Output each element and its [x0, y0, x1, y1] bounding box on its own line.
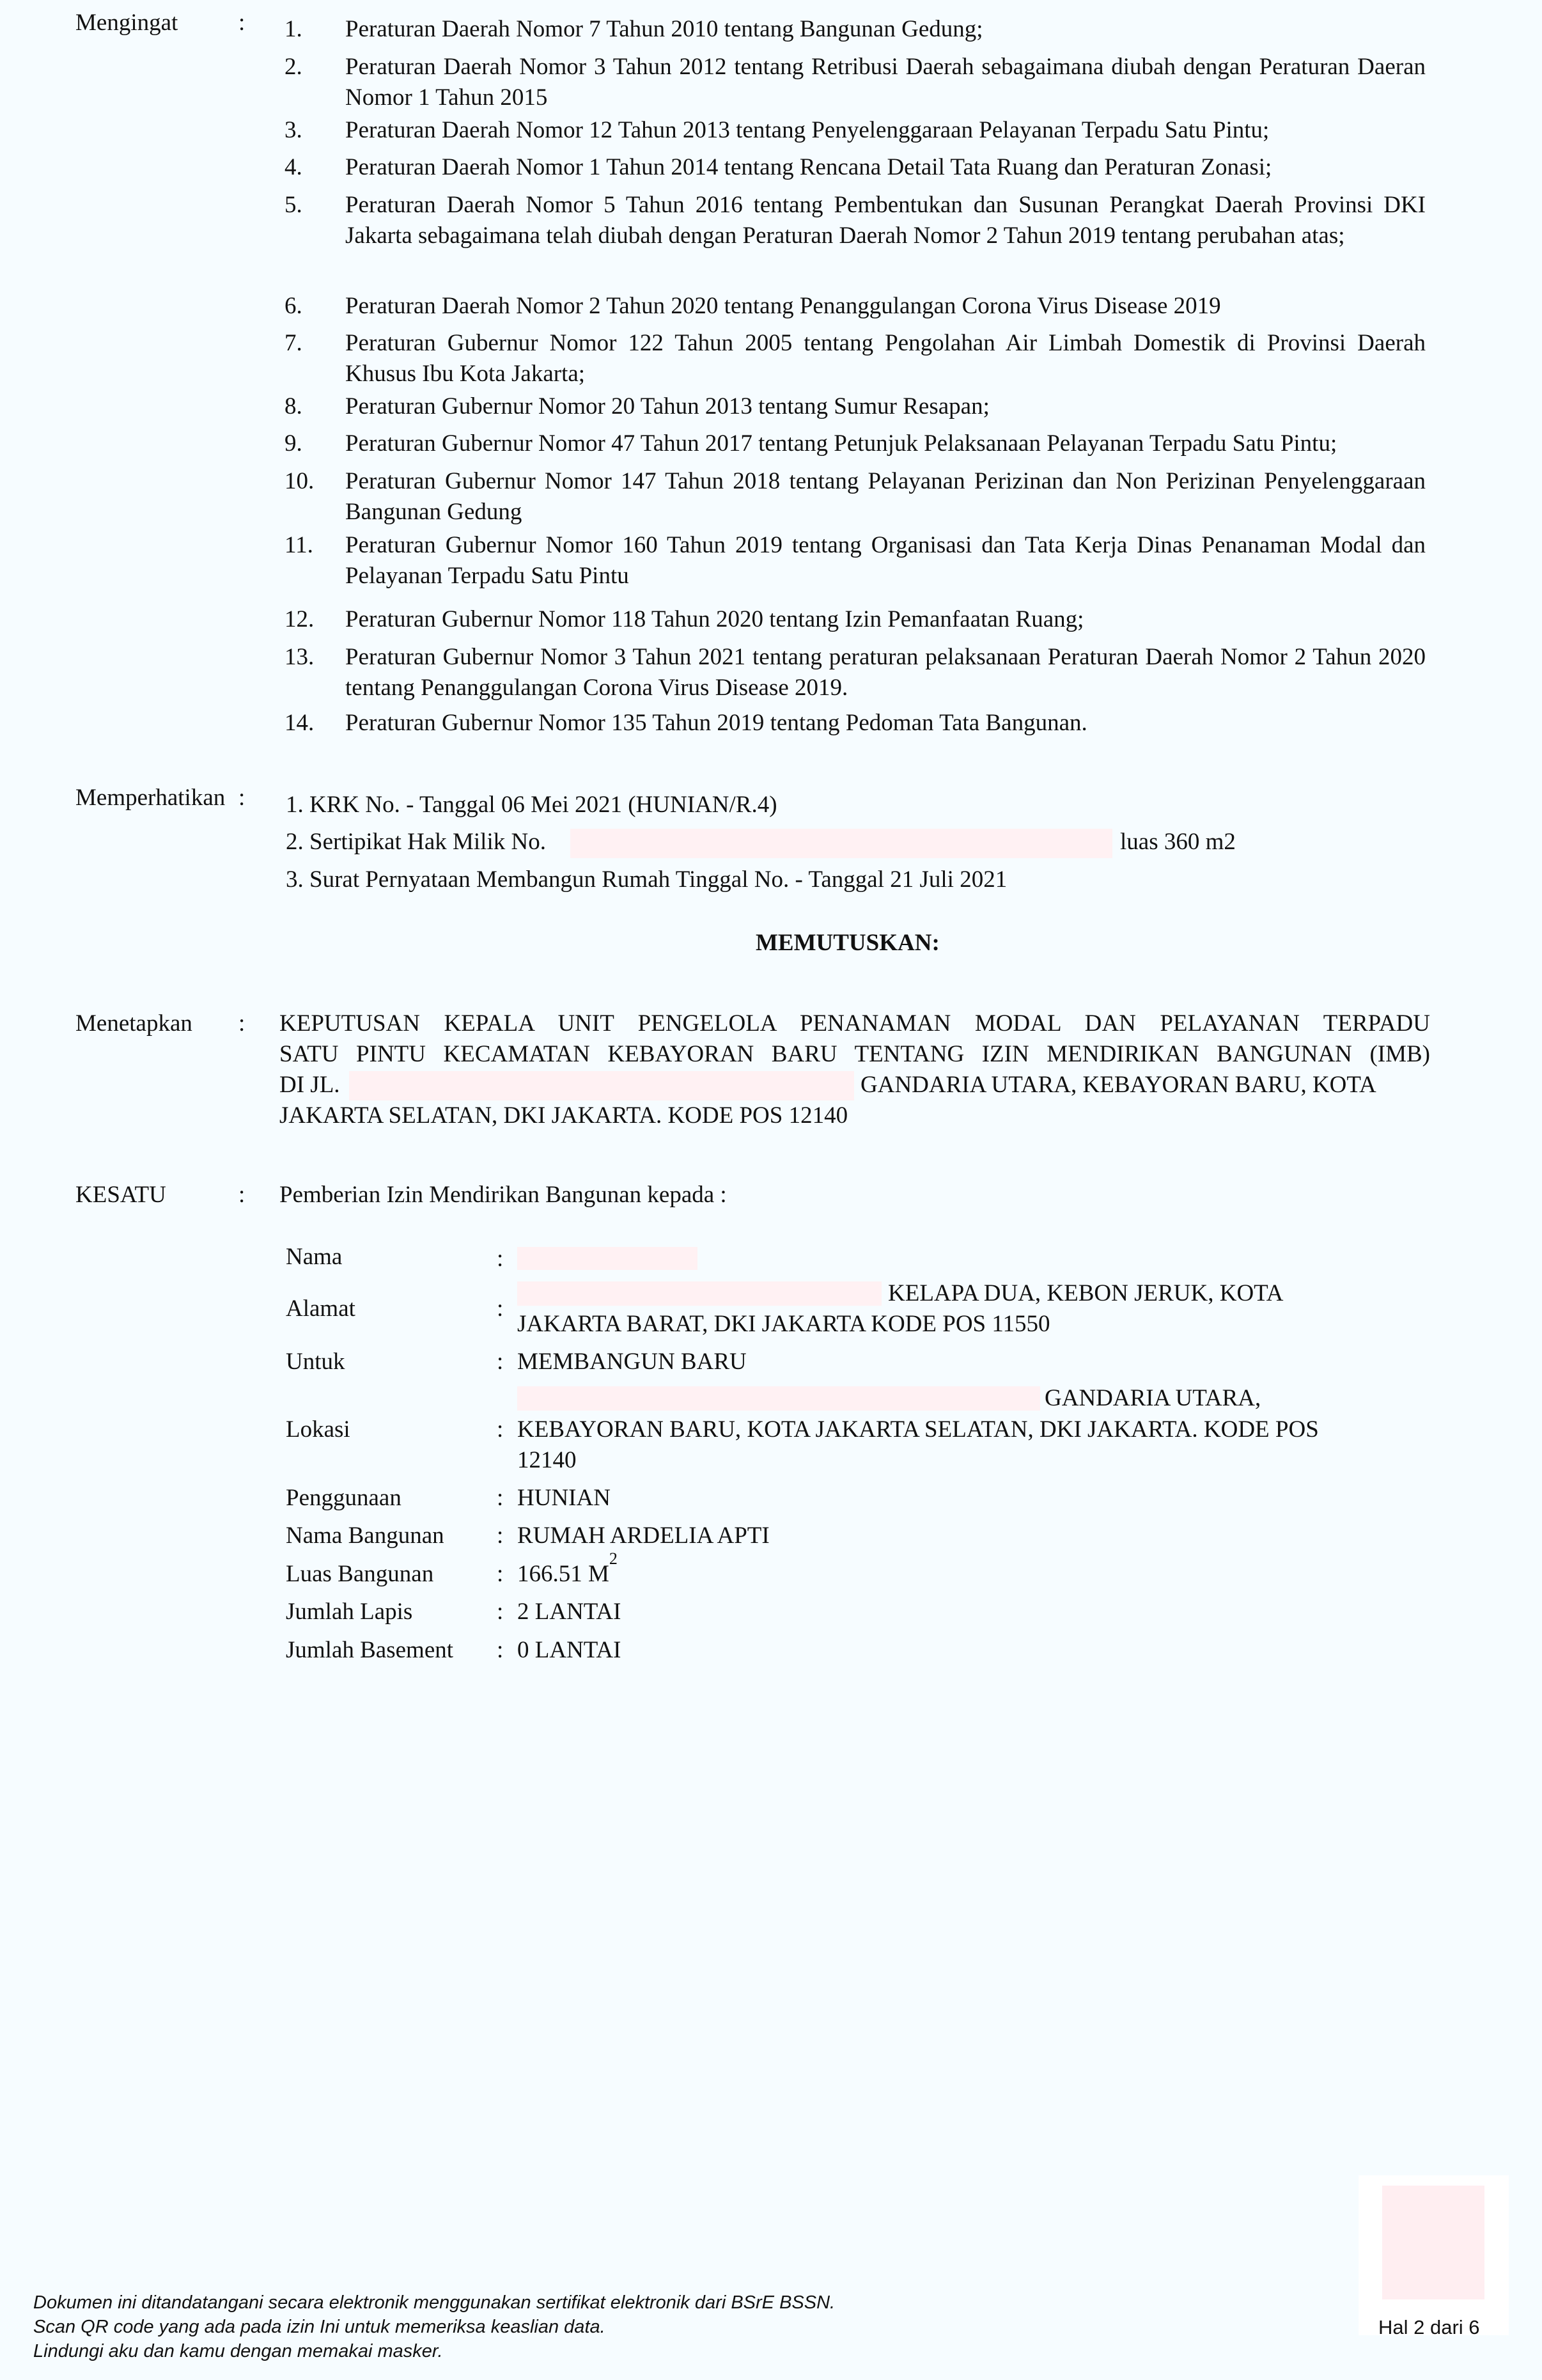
kesatu-colon: :	[238, 1182, 245, 1208]
luas-bangunan-label: Luas Bangunan	[286, 1561, 434, 1587]
jumlah-basement-label: Jumlah Basement	[286, 1637, 454, 1663]
mengingat-colon: :	[238, 10, 245, 36]
alamat-colon: :	[497, 1296, 504, 1322]
menetapkan-label: Menetapkan	[75, 1010, 192, 1037]
mengingat-item-text: Peraturan Gubernur Nomor 160 Tahun 2019 tentang Organisasi dan Tata Kerja Dinas Penanaman Modal dan Pelayanan Terpadu Satu Pintu	[345, 532, 1426, 589]
redacted-address	[517, 1281, 882, 1306]
footer-line-3: Lindungi aku dan kamu dengan memakai masker.	[33, 2341, 443, 2361]
jumlah-basement-value: 0 LANTAI	[517, 1637, 621, 1663]
memperhatikan-colon: :	[238, 785, 245, 811]
footer-line-1: Dokumen ini ditandatangani secara elektronik menggunakan sertifikat elektronik dari BSrE BSSN.	[33, 2292, 836, 2313]
jumlah-basement-colon: :	[497, 1637, 504, 1663]
memperhatikan-item-1: 1. KRK No. - Tanggal 06 Mei 2021 (HUNIAN/R.4)	[286, 792, 777, 818]
kesatu-label: KESATU	[75, 1182, 166, 1208]
jumlah-lapis-label: Jumlah Lapis	[286, 1599, 413, 1625]
mengingat-item-text: Peraturan Daerah Nomor 1 Tahun 2014 tentang Rencana Detail Tata Ruang dan Peraturan Zonasi;	[345, 154, 1272, 180]
mengingat-item-text: Peraturan Gubernur Nomor 47 Tahun 2017 tentang Petunjuk Pelaksanaan Pelayanan Terpadu Satu Pintu;	[345, 430, 1337, 457]
mengingat-item-number: 8.	[284, 393, 302, 419]
mengingat-item-text: Peraturan Daerah Nomor 3 Tahun 2012 tentang Retribusi Daerah sebagaimana diubah dengan Peraturan Daeran Nomor 1 Tahun 2015	[345, 54, 1426, 111]
footer-line-2: Scan QR code yang ada pada izin Ini untuk memeriksa keaslian data.	[33, 2317, 605, 2337]
qr-code-icon	[1382, 2186, 1484, 2299]
lokasi-label: Lokasi	[286, 1416, 350, 1443]
mengingat-item-number: 11.	[284, 532, 313, 558]
mengingat-item-text: Peraturan Daerah Nomor 12 Tahun 2013 tentang Penyelenggaraan Pelayanan Terpadu Satu Pintu;	[345, 117, 1270, 143]
mengingat-item-text: Peraturan Daerah Nomor 7 Tahun 2010 tentang Bangunan Gedung;	[345, 16, 983, 42]
mengingat-item-text: Peraturan Gubernur Nomor 135 Tahun 2019 tentang Pedoman Tata Bangunan.	[345, 710, 1087, 736]
jumlah-lapis-colon: :	[497, 1599, 504, 1625]
menetapkan-line-3-suffix: GANDARIA UTARA, KEBAYORAN BARU, KOTA	[861, 1072, 1376, 1098]
mengingat-item-text: Peraturan Gubernur Nomor 3 Tahun 2021 tentang peraturan pelaksanaan Peraturan Daerah Nomor 2 Tahun 2020 tentang Penanggulangan Corona Virus Disease 2019.	[345, 644, 1426, 701]
nama-bangunan-label: Nama Bangunan	[286, 1523, 444, 1549]
redacted-name	[517, 1247, 697, 1270]
lokasi-line-3: 12140	[517, 1447, 577, 1473]
nama-bangunan-value: RUMAH ARDELIA APTI	[517, 1523, 770, 1549]
redacted-certificate-number	[570, 829, 1112, 858]
menetapkan-colon: :	[238, 1010, 245, 1037]
mengingat-item-text: Peraturan Gubernur Nomor 118 Tahun 2020 tentang Izin Pemanfaatan Ruang;	[345, 606, 1084, 632]
mengingat-item-number: 4.	[284, 154, 302, 180]
nama-bangunan-colon: :	[497, 1523, 504, 1549]
mengingat-item-number: 9.	[284, 430, 302, 457]
mengingat-item-text: Peraturan Gubernur Nomor 122 Tahun 2005 tentang Pengolahan Air Limbah Domestik di Provinsi Daerah Khusus Ibu Kota Jakarta;	[345, 330, 1426, 387]
menetapkan-line-3-prefix: DI JL.	[279, 1072, 340, 1098]
luas-bangunan-number: 166.51 M	[517, 1561, 609, 1587]
penggunaan-label: Penggunaan	[286, 1485, 401, 1511]
penggunaan-value: HUNIAN	[517, 1485, 611, 1511]
mengingat-item-number: 2.	[284, 54, 302, 80]
untuk-colon: :	[497, 1349, 504, 1375]
mengingat-item-number: 7.	[284, 330, 302, 356]
nama-colon: :	[497, 1246, 504, 1272]
lokasi-colon: :	[497, 1416, 504, 1443]
luas-bangunan-colon: :	[497, 1561, 504, 1587]
mengingat-item-number: 13.	[284, 644, 315, 670]
mengingat-item-number: 14.	[284, 710, 315, 736]
mengingat-item-text: Peraturan Gubernur Nomor 147 Tahun 2018 tentang Pelayanan Perizinan dan Non Perizinan Penyelenggaraan Bangunan Gedung	[345, 468, 1426, 525]
alamat-line-2: JAKARTA BARAT, DKI JAKARTA KODE POS 11550	[517, 1311, 1050, 1337]
lokasi-line-1: GANDARIA UTARA,	[1045, 1385, 1261, 1411]
untuk-value: MEMBANGUN BARU	[517, 1349, 747, 1375]
luas-bangunan-value	[517, 1549, 618, 1590]
mengingat-item-text: Peraturan Gubernur Nomor 20 Tahun 2013 tentang Sumur Resapan;	[345, 393, 990, 419]
mengingat-item-number: 10.	[284, 468, 315, 494]
alamat-label: Alamat	[286, 1296, 355, 1322]
menetapkan-line-2: SATU PINTU KECAMATAN KEBAYORAN BARU TENTANG IZIN MENDIRIKAN BANGUNAN (IMB)	[279, 1041, 1430, 1067]
alamat-line-1: KELAPA DUA, KEBON JERUK, KOTA	[888, 1280, 1284, 1306]
menetapkan-line-4: JAKARTA SELATAN, DKI JAKARTA. KODE POS 12140	[279, 1102, 848, 1129]
memperhatikan-item-2-suffix: luas 360 m2	[1120, 829, 1236, 855]
memutuskan-heading: MEMUTUSKAN:	[756, 930, 940, 956]
mengingat-item-number: 12.	[284, 606, 315, 632]
mengingat-item-text: Peraturan Daerah Nomor 2 Tahun 2020 tentang Penanggulangan Corona Virus Disease 2019	[345, 293, 1221, 319]
penggunaan-colon: :	[497, 1485, 504, 1511]
mengingat-item-number: 5.	[284, 192, 302, 218]
menetapkan-line-1: KEPUTUSAN KEPALA UNIT PENGELOLA PENANAMAN MODAL DAN PELAYANAN TERPADU	[279, 1010, 1430, 1037]
memperhatikan-label: Memperhatikan	[75, 785, 226, 811]
page-number: Hal 2 dari 6	[1378, 2316, 1480, 2338]
luas-bangunan-superscript: 2	[609, 1549, 618, 1568]
nama-label: Nama	[286, 1244, 343, 1270]
untuk-label: Untuk	[286, 1349, 345, 1375]
memperhatikan-item-2-prefix: 2. Sertipikat Hak Milik No.	[286, 829, 546, 855]
lokasi-line-2: KEBAYORAN BARU, KOTA JAKARTA SELATAN, DKI JAKARTA. KODE POS	[517, 1416, 1319, 1443]
memperhatikan-item-3: 3. Surat Pernyataan Membangun Rumah Tinggal No. - Tanggal 21 Juli 2021	[286, 866, 1008, 893]
mengingat-item-text: Peraturan Daerah Nomor 5 Tahun 2016 tentang Pembentukan dan Susunan Perangkat Daerah Provinsi DKI Jakarta sebagaimana telah diubah dengan Peraturan Daerah Nomor 2 Tahun 2019 tentang perubahan atas;	[345, 192, 1426, 249]
redacted-street-name	[349, 1071, 854, 1100]
mengingat-item-number: 6.	[284, 293, 302, 319]
mengingat-label: Mengingat	[75, 10, 178, 36]
mengingat-item-number: 1.	[284, 16, 302, 42]
kesatu-text: Pemberian Izin Mendirikan Bangunan kepada :	[279, 1182, 727, 1208]
redacted-location	[517, 1386, 1040, 1411]
jumlah-lapis-value: 2 LANTAI	[517, 1599, 621, 1625]
mengingat-item-number: 3.	[284, 117, 302, 143]
